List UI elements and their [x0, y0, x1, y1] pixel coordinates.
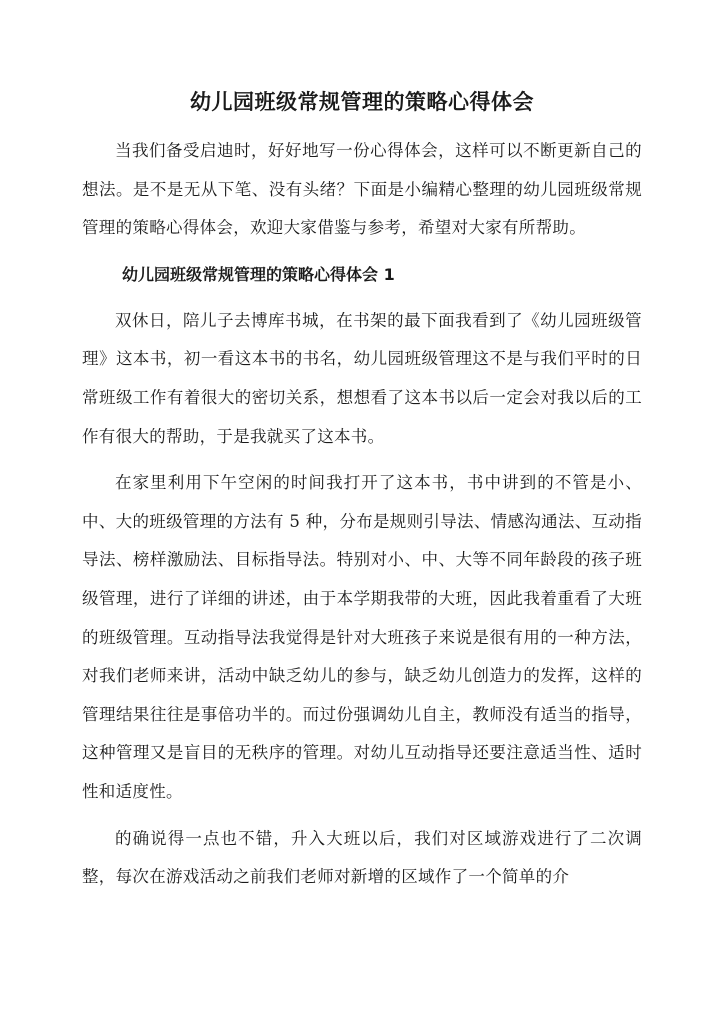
body-paragraph-1: 双休日，陪儿子去博库书城，在书架的最下面我看到了《幼儿园班级管理》这本书，初一看这本书的书名，幼儿园班级管理这不是与我们平时的日常班级工作有着很大的密切关系，想想看了这本书以后一定会对我以后的工作有很大的帮助，于是我就买了这本书。: [82, 310, 642, 446]
intro-paragraph: 当我们备受启迪时，好好地写一份心得体会，这样可以不断更新自己的想法。是不是无从下笔、没有头绪？下面是小编精心整理的幼儿园班级常规管理的策略心得体会，欢迎大家借鉴与参考，希望对大家有所帮助。: [82, 141, 642, 238]
body-paragraph-2: 在家里利用下午空闲的时间我打开了这本书，书中讲到的不管是小、中、大的班级管理的方法有 5 种，分布是规则引导法、情感沟通法、互动指导法、榜样激励法、目标指导法。特别对小、中、大等不同年龄段的孩子班级管理，进行了详细的讲述，由于本学期我带的大班，因此我着重看了大班的班级管理。互动指导法我觉得是针对大班孩子来说是很有用的一种方法，对我们老师来讲，活动中缺乏幼儿的参与，缺乏幼儿创造力的发挥，这样的管理结果往往是事倍功半的。而过份强调幼儿自主，教师没有适当的指导，这种管理又是盲目的无秩序的管理。对幼儿互动指导还要注意适当性、适时性和适度性。: [82, 473, 642, 801]
document-title: 幼儿园班级常规管理的策略心得体会: [190, 90, 534, 114]
document-page: [82, 86, 642, 905]
body-paragraph-3: 的确说得一点也不错，升入大班以后，我们对区域游戏进行了二次调整，每次在游戏活动之前我们老师对新增的区域作了一个简单的介: [82, 828, 642, 887]
section-heading: 幼儿园班级常规管理的策略心得体会 1: [122, 264, 395, 284]
